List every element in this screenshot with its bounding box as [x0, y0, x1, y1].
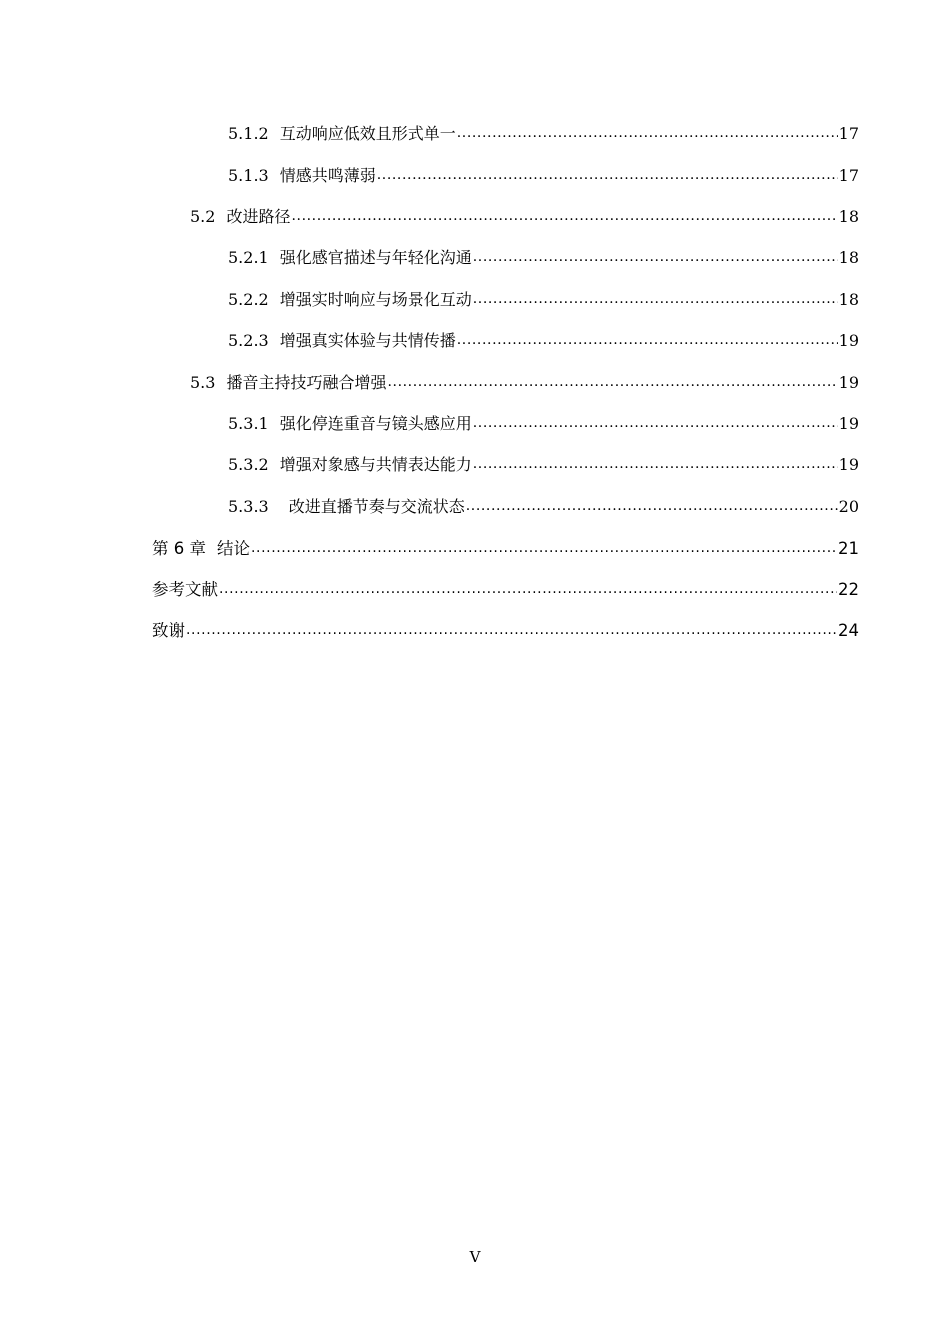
toc-entry-title: 增强实时响应与场景化互动 [279, 289, 472, 309]
toc-entry-page: 24 [838, 621, 859, 641]
toc-entry-title: 参考文献 [152, 579, 218, 599]
toc-entry-page: 20 [838, 496, 859, 516]
toc-dot-leader [291, 206, 837, 222]
toc-entry-title: 改进路径 [226, 206, 291, 226]
toc-entry-5-2-3[interactable] [0, 319, 950, 360]
toc-entry-number: 第 6 章 [152, 538, 206, 558]
toc-entry-5-2-2[interactable] [0, 278, 950, 319]
page-number-footer: V [469, 1248, 481, 1266]
toc-dot-leader [473, 247, 838, 263]
toc-entry-number: 5.2.1 [228, 248, 269, 268]
toc-entry-page: 17 [838, 165, 859, 185]
toc-entry-5-2[interactable] [0, 195, 950, 236]
table-of-contents [0, 112, 950, 650]
toc-entry-title: 强化感官描述与年轻化沟通 [279, 248, 472, 268]
toc-entry-page: 21 [838, 538, 859, 558]
toc-entry-title: 增强对象感与共情表达能力 [279, 455, 472, 475]
toc-entry-page: 19 [838, 372, 859, 392]
toc-dot-leader [457, 330, 838, 346]
toc-entry-number: 5.2 [190, 206, 216, 226]
toc-dot-leader [473, 413, 838, 429]
toc-entry-number: 5.1.2 [228, 124, 269, 144]
toc-dot-leader [219, 578, 837, 595]
toc-entry-5-1-3[interactable] [0, 153, 950, 194]
toc-entry-title: 结论 [217, 538, 250, 558]
toc-entry-number: 5.3.3 [228, 496, 269, 516]
toc-entry-page: 19 [838, 455, 859, 475]
toc-entry-page: 19 [838, 331, 859, 351]
toc-dot-leader [251, 537, 837, 554]
toc-entry-acknowledgements[interactable] [0, 609, 950, 650]
toc-entry-page: 22 [838, 579, 859, 599]
toc-entry-number: 5.2.3 [228, 331, 269, 351]
toc-entry-title: 互动响应低效且形式单一 [279, 124, 456, 144]
toc-entry-title: 强化停连重音与镜头感应用 [279, 413, 472, 433]
toc-entry-page: 18 [838, 206, 859, 226]
toc-dot-leader [466, 496, 838, 512]
toc-dot-leader [457, 123, 838, 139]
toc-entry-number: 5.3.1 [228, 413, 269, 433]
toc-entry-5-3[interactable] [0, 360, 950, 401]
toc-dot-leader [473, 454, 838, 470]
toc-dot-leader [387, 372, 837, 388]
toc-entry-title: 播音主持技巧融合增强 [226, 372, 387, 392]
toc-entry-title: 改进直播节奏与交流状态 [288, 496, 465, 516]
toc-entry-5-3-1[interactable] [0, 402, 950, 443]
toc-entry-5-1-2[interactable] [0, 112, 950, 153]
toc-entry-number: 5.2.2 [228, 289, 269, 309]
toc-dot-leader [186, 620, 837, 637]
toc-entry-number: 5.3.2 [228, 455, 269, 475]
toc-entry-title: 情感共鸣薄弱 [279, 165, 376, 185]
toc-entry-title: 增强真实体验与共情传播 [279, 331, 456, 351]
toc-entry-title: 致谢 [152, 621, 185, 641]
toc-entry-page: 18 [838, 248, 859, 268]
toc-dot-leader [377, 165, 838, 181]
toc-entry-5-2-1[interactable] [0, 236, 950, 277]
toc-entry-number: 5.1.3 [228, 165, 269, 185]
toc-entry-page: 18 [838, 289, 859, 309]
toc-entry-5-3-3[interactable] [0, 485, 950, 526]
toc-entry-number: 5.3 [190, 372, 216, 392]
toc-entry-5-3-2[interactable] [0, 443, 950, 484]
toc-entry-references[interactable] [0, 567, 950, 608]
toc-entry-page: 19 [838, 413, 859, 433]
toc-entry-chapter-6[interactable] [0, 526, 950, 567]
toc-dot-leader [473, 289, 838, 305]
toc-entry-page: 17 [838, 124, 859, 144]
